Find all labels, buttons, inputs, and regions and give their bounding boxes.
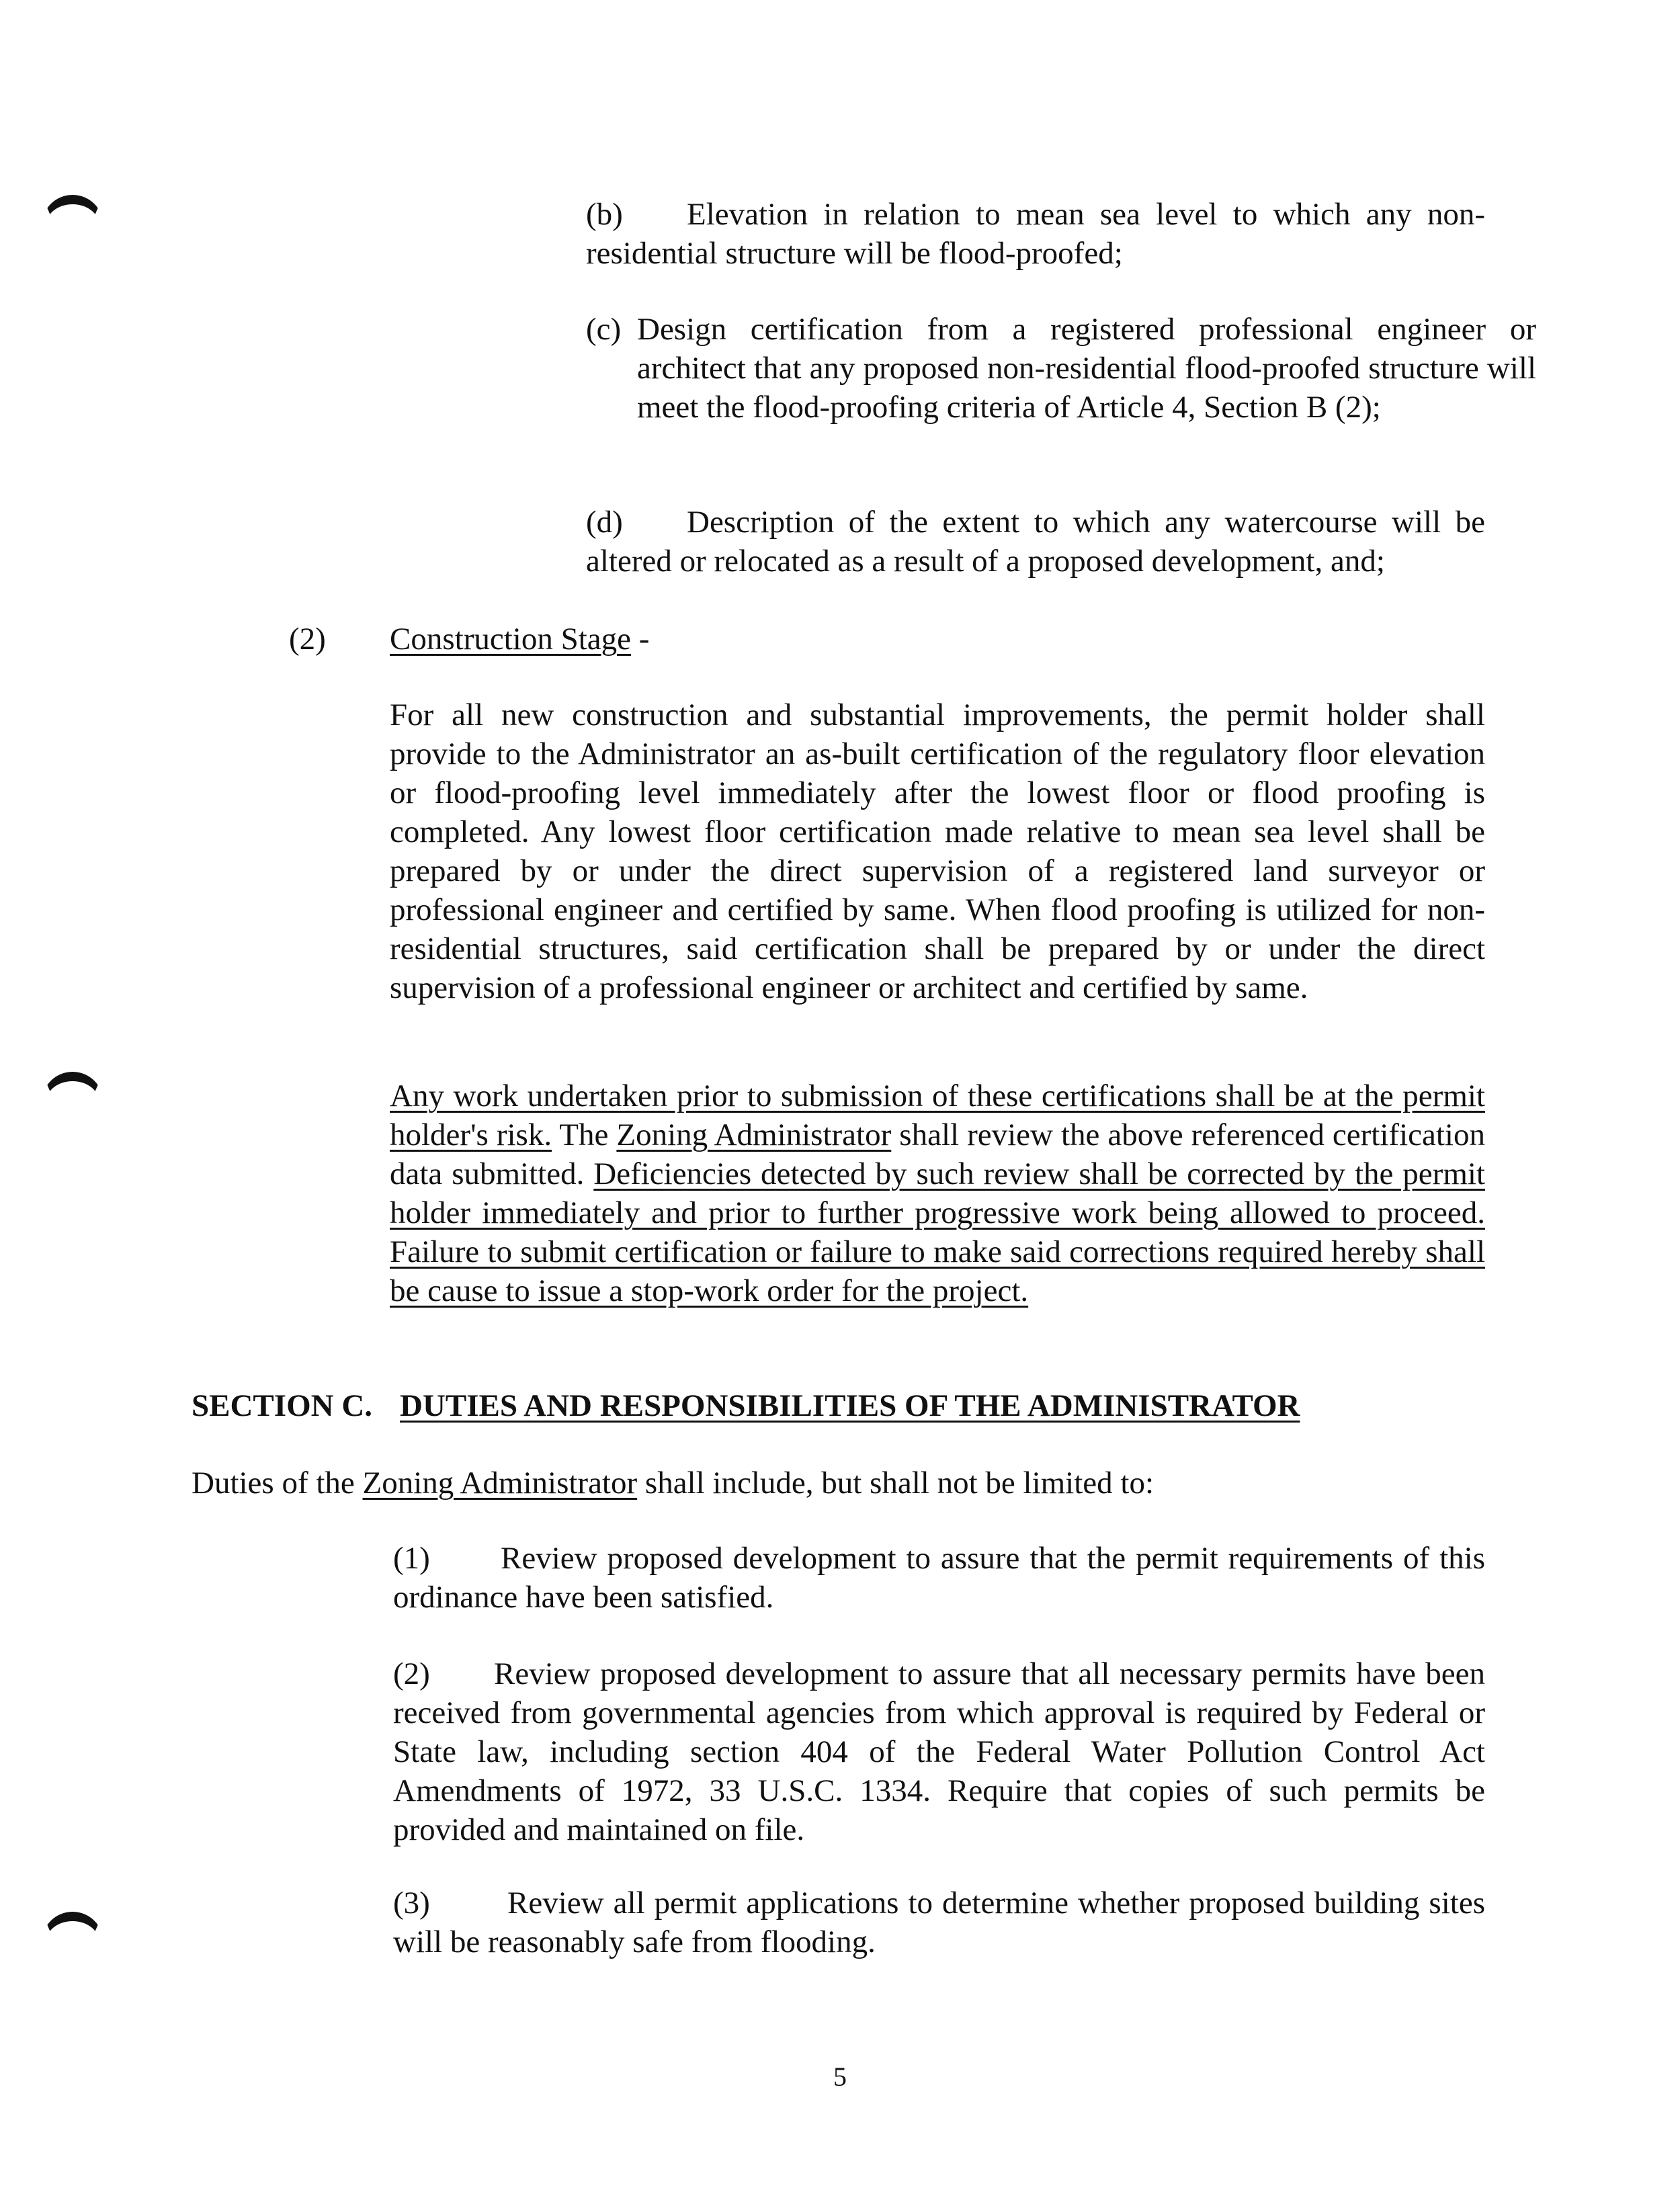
- subsection-dash: -: [631, 622, 650, 657]
- construction-paragraph: For all new construction and substantial improvements, the permit holder shall provide to the Administrator an as-built certification of the regulatory floor elevation or flood-proofing level immediately after the lowest floor or flood proofing is completed. Any lowest floor certification made relative to mean sea level shall be prepared by or under the direct supervision of a registered land surveyor or professional engineer and certified by same. When flood proofing is utilized for non-residential structures, said certification shall be prepared by or under the direct supervision of a professional engineer or architect and certified by same.: [390, 698, 1485, 1005]
- intro-text: Duties of the: [192, 1466, 363, 1500]
- zoning-administrator-term: Zoning Administrator: [616, 1117, 892, 1152]
- item-text: Review proposed development to assure that the permit requirements of this ordinance have been satisfied.: [393, 1541, 1485, 1615]
- item-text: Review all permit applications to determine whether proposed building sites will be reasonably safe from flooding.: [393, 1886, 1485, 1959]
- item-c: [586, 310, 1536, 427]
- item-text: Elevation in relation to mean sea level to which any non-residential structure will be flood-proofed;: [586, 197, 1485, 271]
- duty-item-1: [393, 1539, 1485, 1617]
- section-c-intro: [192, 1464, 1468, 1503]
- item-label: (2): [393, 1656, 430, 1691]
- binder-hole-mark: [42, 1072, 103, 1103]
- subsection-title: Construction Stage: [390, 622, 631, 657]
- item-d: [586, 503, 1485, 581]
- construction-stage-heading: [289, 620, 961, 659]
- duty-item-2: [393, 1654, 1485, 1849]
- item-label: (c): [586, 312, 622, 347]
- risk-text-underlined: Any work undertaken prior to submission of these certifications shall be at the permit holder's risk.: [390, 1079, 1485, 1152]
- duty-item-3: [393, 1884, 1485, 1961]
- intro-text: shall include, but shall not be limited to:: [637, 1466, 1154, 1500]
- item-label: (3): [393, 1886, 430, 1920]
- risk-text: The: [552, 1117, 617, 1152]
- section-title: DUTIES AND RESPONSIBILITIES OF THE ADMINISTRATOR: [400, 1388, 1300, 1423]
- subsection-number: (2): [289, 622, 326, 657]
- section-c-heading: [192, 1386, 1468, 1425]
- zoning-administrator-term: Zoning Administrator: [362, 1466, 638, 1500]
- item-label: (d): [586, 505, 623, 540]
- item-text: Review proposed development to assure that all necessary permits have been received from governmental agencies from which approval is required by Federal or State law, including section 404 of the Federal Water Pollution Control Act Amendments of 1972, 33 U.S.C. 1334. Require that copies of such permits be provided and maintained on file.: [393, 1656, 1485, 1847]
- binder-hole-mark: [42, 1912, 103, 1943]
- section-label: SECTION C.: [192, 1388, 373, 1423]
- risk-text-underlined: Deficiencies detected by such review shall be corrected by the permit holder immediately and prior to further progressive work being allowed to proceed. Failure to submit certification or failure to make said corrections required hereby shall be cause to issue a stop-work order for the project.: [390, 1156, 1485, 1308]
- item-label: (1): [393, 1541, 430, 1576]
- item-b: [586, 195, 1485, 273]
- item-text: Description of the extent to which any watercourse will be altered or relocated as a result of a proposed development, and;: [586, 505, 1485, 579]
- risk-paragraph: [390, 1076, 1485, 1310]
- page-number: 5: [833, 2062, 847, 2092]
- risk-text: shall review the above referenced certification data submitted.: [390, 1117, 1485, 1191]
- binder-hole-mark: [42, 195, 103, 226]
- item-text: Design certification from a registered professional engineer or architect that any proposed non-residential flood-proofed structure will meet the flood-proofing criteria of Article 4, Section B (2);: [637, 312, 1536, 425]
- item-label: (b): [586, 197, 623, 232]
